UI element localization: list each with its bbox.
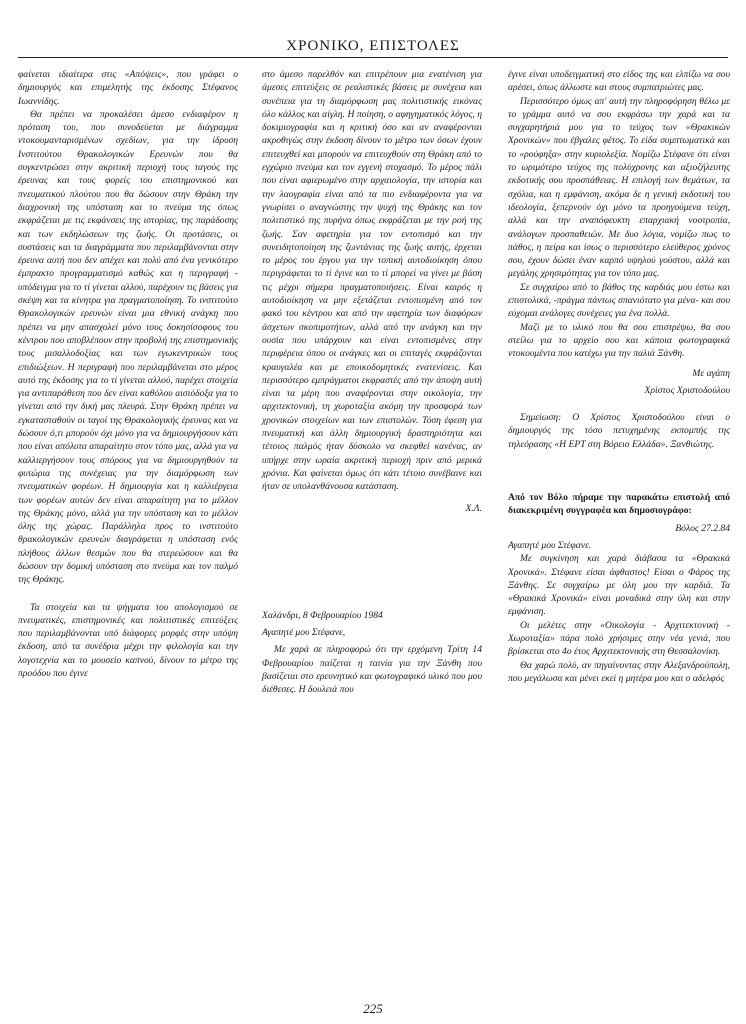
editor-note: Σημείωση: Ο Χρίστος Χριστοδούλου είναι ο δημιουργός της τόσο πετυχημένης εκπομπής της τηλεόρασης «Η ΕΡΤ στη Βόρειο Ελλάδα». Ξανθιώτης.: [508, 412, 730, 450]
paragraph: Σε συγχαίρω από το βάθος της καρδιάς μου έστω και επιστολικά, -πράγμα πάντως σπανιότατο για μένα- και σου εύχομαι ανάλογες συνέχειες για ένα πολλά.: [508, 281, 730, 320]
letter-greeting: Αγαπητέ μου Στέφανε,: [262, 627, 346, 639]
paragraph: Μαζί με το υλικό που θα σου επιστρέψω, θα σου στείλω για το αρχείο σου και κάποια φωτογραφικά ντοκουμέντα που κατέχω για την παλιά Ξάνθη.: [508, 321, 730, 360]
paragraph: Με χαρά σε πληροφορώ ότι την ερχόμενη Τρίτη 14 Φεβρουαρίου παίζεται η ταινία για την Ξάνθη που βασίζεται στο ερευνητικό και φωτογραφικό υλικό που μου διέθεσες. Η δουλειά που: [262, 644, 482, 696]
page-header: [18, 0, 728, 57]
letter-greeting: Αγαπητέ μου Στέφανε.: [508, 539, 592, 551]
paragraph: έγινε είναι υποδειγματική στο είδος της και ελπίζω να σου αρέσει, όπως άλλωστε και στους συμπατριώτες μας.: [508, 69, 730, 94]
paragraph: Με συγκίνηση και χαρά διάβασα τα «Θρακικά Χρονικά». Στέφανε είσαι άφθαστος! Είσαι ο Φάρος της Ξάνθης. Σε συγχαίρω με όλη μου την καρδιά. Τα «Θρακικά Χρονικά» είναι μοναδικά στην ύλη και στην εμφάνιση.: [508, 553, 730, 618]
paragraph: Θα πρέπει να προκαλέσει άμεσο ενδιαφέρον η πρόταση του, που συνοδεύεται με διάγραμμα ντοκουμανταρισμένων σχεδίων, για την ίδρυση Ινστιτούτου Θρακολογικών Ερευνών που θα συγκεντρώσει στην ακριτική περιοχή τους ταγούς της έρευνας και τους φορείς του επιστημονικού και πνευματικού πλούτου που θα δώσουν στην Θράκη την διαχρονική της υπόσταση και το πνεύμα της όπως εκφράζεται με τις εκφάνσεις της ιστορίας, της παράδοσης και των εκδηλώσεων της ζωής. Οι προτάσεις, οι συστάσεις και τα διαγράμματα που περιλαμβάνονται στην έρευνα αυτή που δεν απέχει και πολύ από ένα γενικότερο έμπρακτο προγραμματισμό καθώς και η περιγραφή - υπόδειγμα για το τί γίνεται αλλού, παρέχουν τις βάσεις για σκέψη και τα κίνητρα για πραγματοποίηση. Το ινστιτούτο Θρακολογικών ερευνών είναι μια εθνική ανάγκη που πρέπει να μην απασχολεί μόνο τους δοκησίσοφους του κέντρου που αποβλέπουν στην προβολή της επιστημονικής τους μισαλλοδοξίας και των εγωκεντρικών τους επιδιώξεων. Η περιγραφή που περιλαμβάνεται στο μέρος αυτό της έκδοσης για το τί γίνεται αλλού, παρέχει στοιχεία για αντιπαράθεση που δεν είναι καθόλου αισιόδοξα για το γίνεται από την δική μας πλευρά. Στην Θράκη πρέπει να εγκατασταθούν οι ταγοί της Θρακολογικής έρευνας και να δώσουν ό,τι μπορούν όχι μόνο για να δημιουργήσουν κάτι που είναι απόλυτα απαραίτητο στον τόπο μας, αλλά για να καλλιεργήσουν τους σπόρους για να δημιουργηθούν τα φυτώρια της συνέχειας για την διαμόρφωση των πνευματικών φορέων. Η δημιουργία και η καλλιέργεια των φορέων αυτών δεν είναι απαραίτητη για το μέλλον της Θράκης μόνο, αλλά για την υπόσταση και το μέλλον όλης της χώρας. Παράλληλα προς το ινστιτούτο θρακολογικών ερευνών διαγράφεται η υπόσταση ενός πλήθους άλλων θεσμών που θα στερεώσουν και θα δώσουν την δομική υπόσταση στο πνεύμα και τον παλμό της Θράκης.: [18, 108, 238, 586]
paragraph: στο άμεσο παρελθόν και επιτρέπουν μια ενατένιση για άμεσες επιτεύξεις σε ρεαλιστικές βάσεις με συνέχεια και συνέπεια για τη διαμόρφωση μας πολιτιστικής εικόνας όλο κάλλος και αίγλη. Η ποίηση, ο αφηγηματικός λόγος, η δοκιμιογραφία και η κριτική όσο και αν αναφέρονται ακροθιγώς στην έκδοση δίνουν το μέτρο των όσων έχουν επιτευχθεί και μπορούν να επιτευχθούν στη Θράκη από το εγχώριο πνεύμα και τον εγγενή στοχασμό. Το μέρος πάλι που είναι αφιερωμένο στην αρχαιολογία, την ιστορία και την λαογραφία είναι από τα πιο ενδιαφέροντα για να γνωρίσει ο αναγνώστης την ψυχή της Θράκης και τον πολιτιστικό της πυρήνα όπως εκφράζεται με την ροή της ζωής. Σαν αφετηρία για τον εντοπισμό και την συνειδητοποίηση της ζωντάνιας της ζωής αυτής, έρχεται το μέρος του έργου για την τοπική αυτοδιοίκηση όπου περιγράφεται το τί έγινε και το τί μπορεί να γίνει με βάση τις μέχρι σήμερα πραγματοποιήσεις. Είναι καιρός η αυτοδιοίκηση να μην εξετάζεται εντοπισμένη από τον φακό του κέντρου και από την αφετηρία των διαφόρων άσχετων σκοπιμοτήτων, αλλά από την ανάγκη και την ουσία που υπάρχουν και είναι εντοπισμένες στην περιφέρεια όπου οι ανάγκες και οι επιταγές εκφράζονται κραυγαλέα και με εποικοδομητικές ενατενίσεις. Και περισσότερο εμπράγματοι εκφραστές από την άποψη αυτή είναι τα μέρη που αναφέρονται στην οικολογία, την αρχιτεκτονική, τη χωροταξία ακόμη την προσφορά των χρονικών στοιχείων και των επιστολών. Τόση έφεση για πνευματική και άλλη δημιουργική δραστηριότητα και τέτοιος παλμός ήταν δύσκολο να σκεφθεί κανένας, αν υπήρχε στην ωραία ακριτική περιοχή πριν από μερικά χρόνια. Και φαίνεται όμως ότι κάτι τέτοιο συνέβαινε και ήταν σε υπολανθάνουσα κατάσταση.: [262, 69, 482, 493]
page-number: 225: [363, 1001, 383, 1016]
letter-signature: Χρίστος Χριστοδούλου: [644, 384, 730, 396]
paragraph: Περισσότερο όμως απ' αυτή την πληροφόρηση θέλω με το γράμμα αυτό να σου εκφράσω την χαρά και τα συγχαρητήριά μου για το τεύχος των «Θρακικών Χρονικών» που έβγαλες φέτος. Το είδα συμπτωματικά και το «ρούφηξα» στην κυριολεξία. Νομίζω Στέφανε ότι είναι το ωριμότερο τεύχος της πολύχρονης και αξιοζήλευτης εκδοτικής σου προσπάθειας. Η επιλογή των θεμάτων, τα σχόλια, και η εμφάνιση, ακόμα δε η γενική εκδοτική του ιδεολογία, ξεπερνούν όχι μόνο τα προηγούμενα τεύχη, αλλά και την αναπόφευκτη επαρχιακή νοοτροπία, ανάλογων προσπαθειών. Με δυο λόγια, νομίζω πως το πάθος, η πείρα και ίσως ο περισσότερο ελεύθερος χρόνος σου, έχουν δώσει έναν καρπό υψηλού γούστου, αλλά και μεγάλης χρησιμότητας για τον τόπο μας.: [508, 95, 730, 280]
letter-intro: Από τον Βόλο πήραμε την παρακάτω επιστολή από διακεκριμένη συγγραφέα και δημοσιογράφο:: [508, 492, 730, 517]
letter-date: Βόλος 27.2.84: [675, 522, 730, 534]
paragraph: Θα χαρώ πολύ, αν πηγαίνοντας στην Αλεξανδρούπολη, που μεγάλωσα και μένει εκεί η μητέρα μου και ο αδελφός: [508, 659, 730, 684]
column-middle: [262, 68, 482, 697]
paragraph: Τα στοιχεία και τα ψήγματα του απολογισμού σε πνευματικές, επιστημονικές και πολιτιστικές επιτεύξεις που περιλαμβάνονται υπό διάφορες μορφές στην υπόψη έκδοση, από τα συνέδρια μέχρι την φιλολογία και την λογοτεχνία και το μουσείο καπνού, δίνουν το μέτρο της προόδου που έγινε: [18, 601, 238, 680]
signature-initials: Χ.Λ.: [465, 502, 482, 514]
header-divider: [18, 57, 728, 58]
paragraph: Οι μελέτες στην «Οικολογία - Αρχιτεκτονική - Χωροταξία» πάρα πολύ χρήσιμες στην νέα γενιά, που βρίσκεται στο 4ο έτος Αρχιτεκτονικής στη Θεσσαλονίκη.: [508, 619, 730, 658]
letter-date: Χαλάνδρι, 8 Φεβρουαρίου 1984: [262, 609, 383, 621]
column-left: [18, 68, 238, 680]
paragraph: φαίνεται ιδιαίτερα στις «Απόψεις», που γράφει ο δημιουργός και επιμελητής της έκδοσης Στέφανος Ιωαννίδης.: [18, 69, 238, 107]
running-title: ΧΡΟΝΙΚΟ, ΕΠΙΣΤΟΛΕΣ: [286, 38, 460, 54]
column-right: [508, 68, 730, 685]
letter-closing: Με αγάπη: [692, 367, 730, 379]
